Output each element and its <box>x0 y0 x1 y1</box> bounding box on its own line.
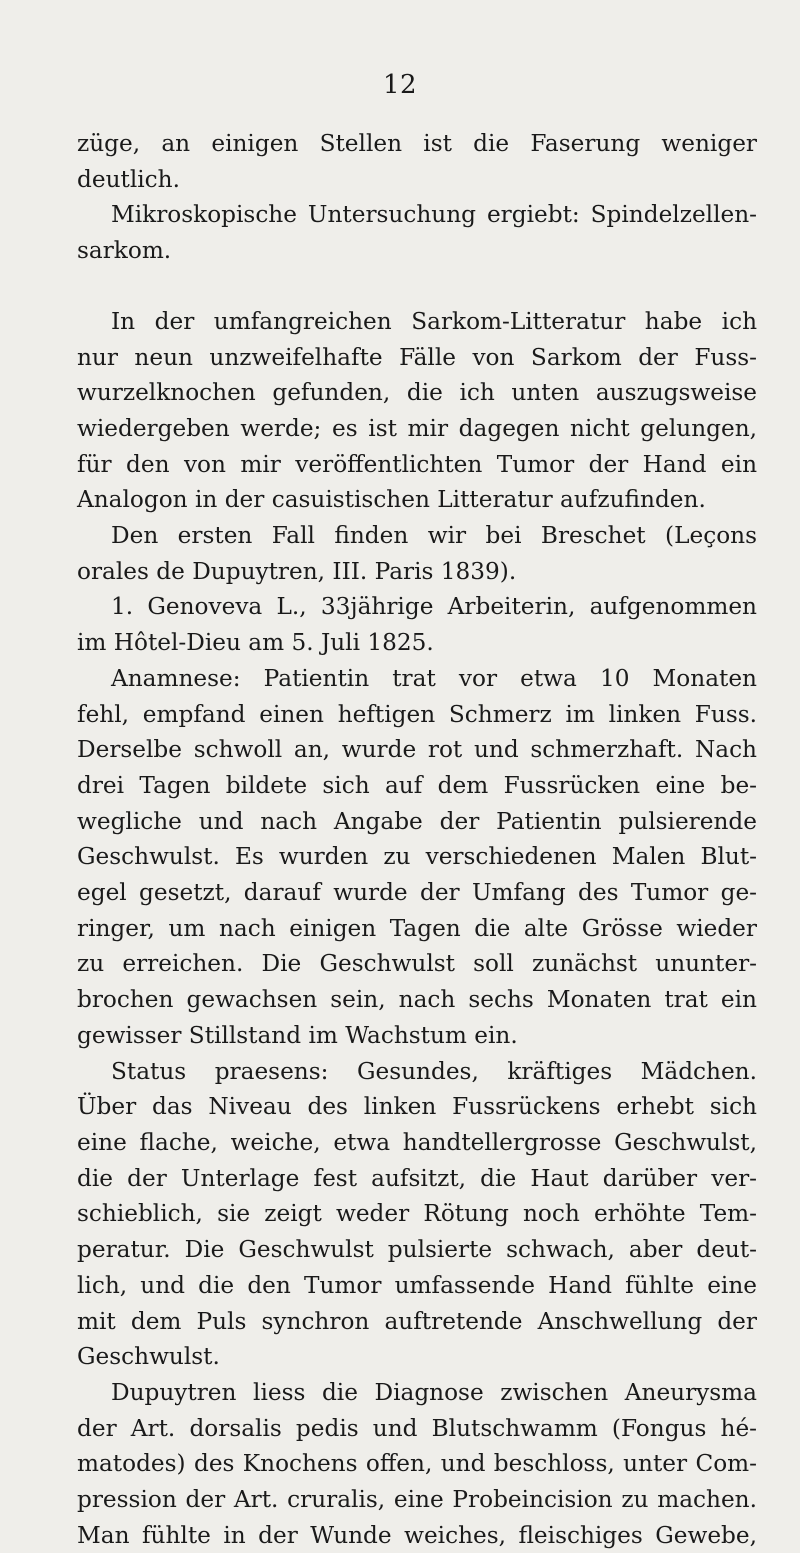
text-line: ringer, um nach einigen Tagen die alte Grösse wieder <box>77 914 757 942</box>
text-line: wegliche und nach Angabe der Patientin pulsierende <box>77 807 757 835</box>
paragraph <box>77 661 757 1054</box>
text-line: Analogon in der casuistischen Litteratur aufzufinden. <box>77 486 706 514</box>
paragraph-gap <box>77 269 757 304</box>
text-line: Geschwulst. <box>77 1343 220 1371</box>
text-line: 1. Genoveva L., 33jährige Arbeiterin, aufgenommen <box>111 593 757 621</box>
text-line: der Art. dorsalis pedis und Blutschwamm (Fongus hé- <box>77 1414 757 1442</box>
body-text <box>77 126 757 1553</box>
text-line: sarkom. <box>77 237 172 265</box>
paragraph <box>77 518 757 589</box>
text-line: Derselbe schwoll an, wurde rot und schmerzhaft. Nach <box>77 736 757 764</box>
text-line: Status praesens: Gesundes, kräftiges Mädchen. <box>111 1057 757 1085</box>
text-line: im Hôtel-Dieu am 5. Juli 1825. <box>77 629 434 657</box>
text-line: deutlich. <box>77 165 180 193</box>
paragraph <box>77 1375 757 1553</box>
paragraph <box>77 126 757 197</box>
text-line: peratur. Die Geschwulst pulsierte schwach, aber deut- <box>77 1236 757 1264</box>
text-line: Anamnese: Patientin trat vor etwa 10 Monaten <box>111 664 757 692</box>
paragraph <box>77 304 757 518</box>
text-line: Mikroskopische Untersuchung ergiebt: Spindelzellen- <box>111 201 757 229</box>
text-line: Über das Niveau des linken Fussrückens erhebt sich <box>77 1093 757 1121</box>
text-line: pression der Art. cruralis, eine Probeincision zu machen. <box>77 1486 757 1514</box>
text-line: wurzelknochen gefunden, die ich unten auszugsweise <box>77 379 757 407</box>
text-line: egel gesetzt, darauf wurde der Umfang des Tumor ge- <box>77 879 757 907</box>
text-line: Geschwulst. Es wurden zu verschiedenen Malen Blut- <box>77 843 757 871</box>
text-line: drei Tagen bildete sich auf dem Fussrücken eine be- <box>77 771 757 799</box>
text-line: züge, an einigen Stellen ist die Faserung weniger <box>77 130 757 157</box>
text-line: gewisser Stillstand im Wachstum ein. <box>77 1021 518 1049</box>
text-line: für den von mir veröffentlichten Tumor der Hand ein <box>77 450 757 478</box>
text-line: In der umfangreichen Sarkom-Litteratur habe ich <box>111 307 757 335</box>
text-line: die der Unterlage fest aufsitzt, die Haut darüber ver- <box>77 1164 757 1192</box>
text-line: wiedergeben werde; es ist mir dagegen nicht gelungen, <box>77 414 757 442</box>
text-line: eine flache, weiche, etwa handtellergrosse Geschwulst, <box>77 1128 757 1156</box>
text-line: brochen gewachsen sein, nach sechs Monaten trat ein <box>77 986 757 1014</box>
text-line: lich, und die den Tumor umfassende Hand fühlte eine <box>77 1271 757 1299</box>
text-line: Den ersten Fall finden wir bei Breschet (Leçons <box>111 522 757 550</box>
text-line: Man fühlte in der Wunde weiches, fleischiges Gewebe, <box>77 1521 757 1549</box>
paragraph <box>77 197 757 268</box>
paragraph <box>77 1054 757 1375</box>
text-line: fehl, empfand einen heftigen Schmerz im linken Fuss. <box>77 700 757 728</box>
paragraph <box>77 589 757 660</box>
text-line: mit dem Puls synchron auftretende Anschwellung der <box>77 1307 757 1335</box>
text-line: zu erreichen. Die Geschwulst soll zunächst ununter- <box>77 950 757 978</box>
text-line: matodes) des Knochens offen, und beschloss, unter Com- <box>77 1450 757 1478</box>
page-number: 12 <box>382 70 418 100</box>
text-line: schieblich, sie zeigt weder Rötung noch erhöhte Tem- <box>77 1200 757 1228</box>
text-line: Dupuytren liess die Diagnose zwischen Aneurysma <box>111 1378 757 1406</box>
text-line: nur neun unzweifelhafte Fälle von Sarkom der Fuss- <box>77 343 757 371</box>
text-line: orales de Dupuytren, III. Paris 1839). <box>77 557 517 585</box>
